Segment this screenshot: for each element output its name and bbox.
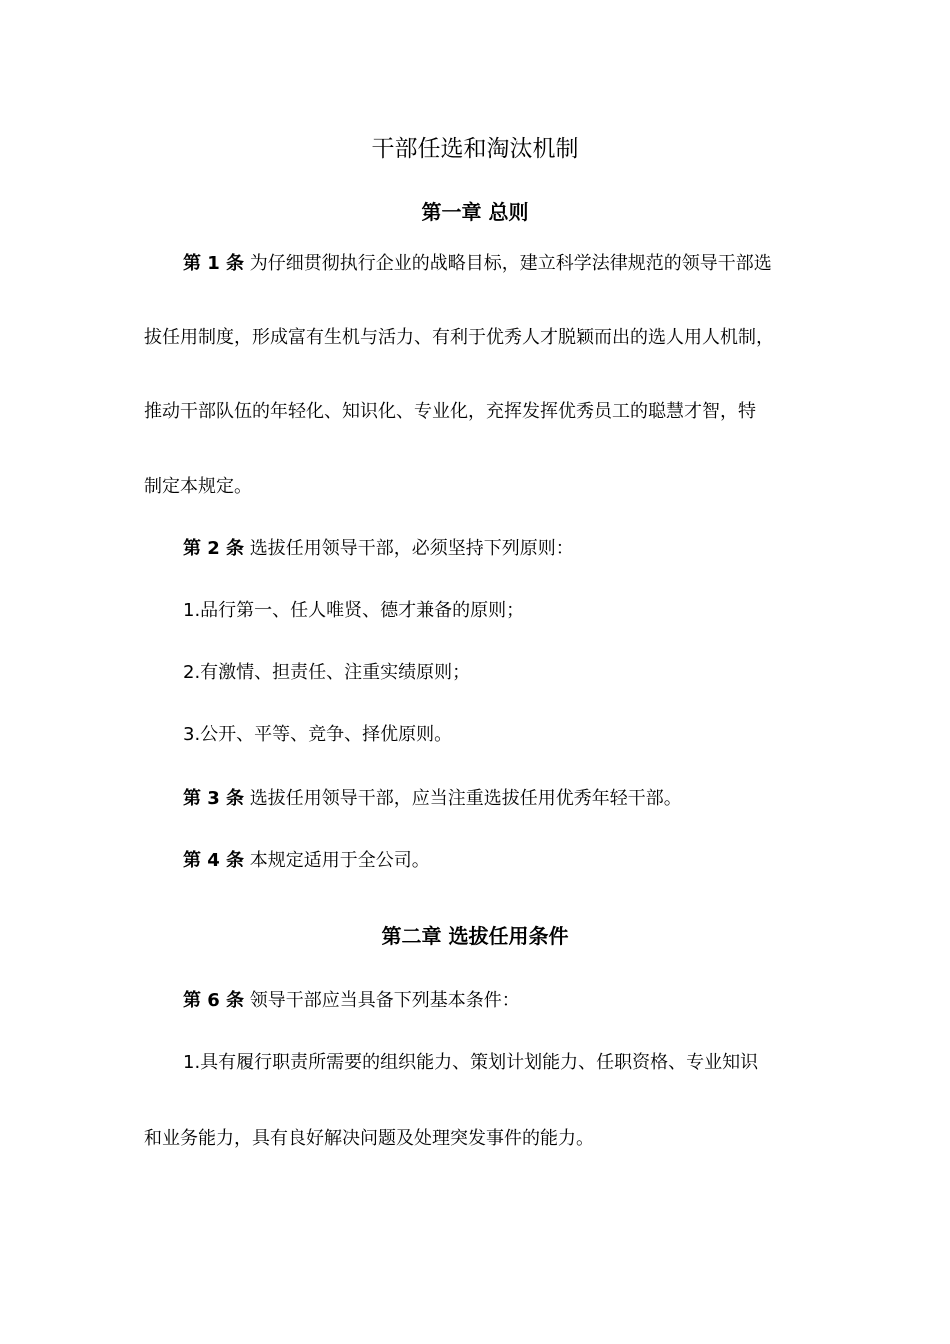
article-2 [183, 536, 574, 562]
article-6-text: 领导干部应当具备下列基本条件： [249, 990, 520, 1011]
chapter-2-heading: 第二章 选拔任用条件 [381, 924, 569, 948]
article-1-line-2: 拔任用制度，形成富有生机与活力、有利于优秀人才脱颖而出的选人用人机制， [144, 327, 774, 348]
article-4-label: 第 4 条 [183, 850, 245, 871]
article-1-label: 第 1 条 [183, 253, 245, 274]
document-title: 干部任选和淘汰机制 [371, 136, 579, 162]
article-1-text: 为仔细贯彻执行企业的战略目标，建立科学法律规范的领导干部选 [249, 253, 772, 274]
article-1-line-1 [183, 251, 772, 277]
article-3 [183, 786, 682, 812]
article-6-item-1-line-2: 和业务能力，具有良好解决问题及处理突发事件的能力。 [144, 1128, 594, 1149]
article-2-item-1: 1.品行第一、任人唯贤、德才兼备的原则； [183, 600, 525, 621]
article-1-line-4: 制定本规定。 [144, 476, 252, 497]
article-3-text: 选拔任用领导干部，应当注重选拔任用优秀年轻干部。 [249, 788, 682, 809]
article-4-text: 本规定适用于全公司。 [249, 850, 430, 871]
article-6-label: 第 6 条 [183, 990, 245, 1011]
chapter-1-heading: 第一章 总则 [421, 200, 529, 224]
article-3-label: 第 3 条 [183, 788, 245, 809]
article-6 [183, 988, 520, 1014]
article-1-line-3: 推动干部队伍的年轻化、知识化、专业化，充挥发挥优秀员工的聪慧才智，特 [144, 401, 756, 422]
article-2-item-3: 3.公开、平等、竞争、择优原则。 [183, 724, 453, 745]
article-4 [183, 848, 430, 874]
article-2-label: 第 2 条 [183, 538, 245, 559]
article-2-item-2: 2.有激情、担责任、注重实绩原则； [183, 662, 471, 683]
article-6-item-1-line-1: 1.具有履行职责所需要的组织能力、策划计划能力、任职资格、专业知识 [183, 1052, 759, 1073]
article-2-text: 选拔任用领导干部，必须坚持下列原则： [249, 538, 574, 559]
